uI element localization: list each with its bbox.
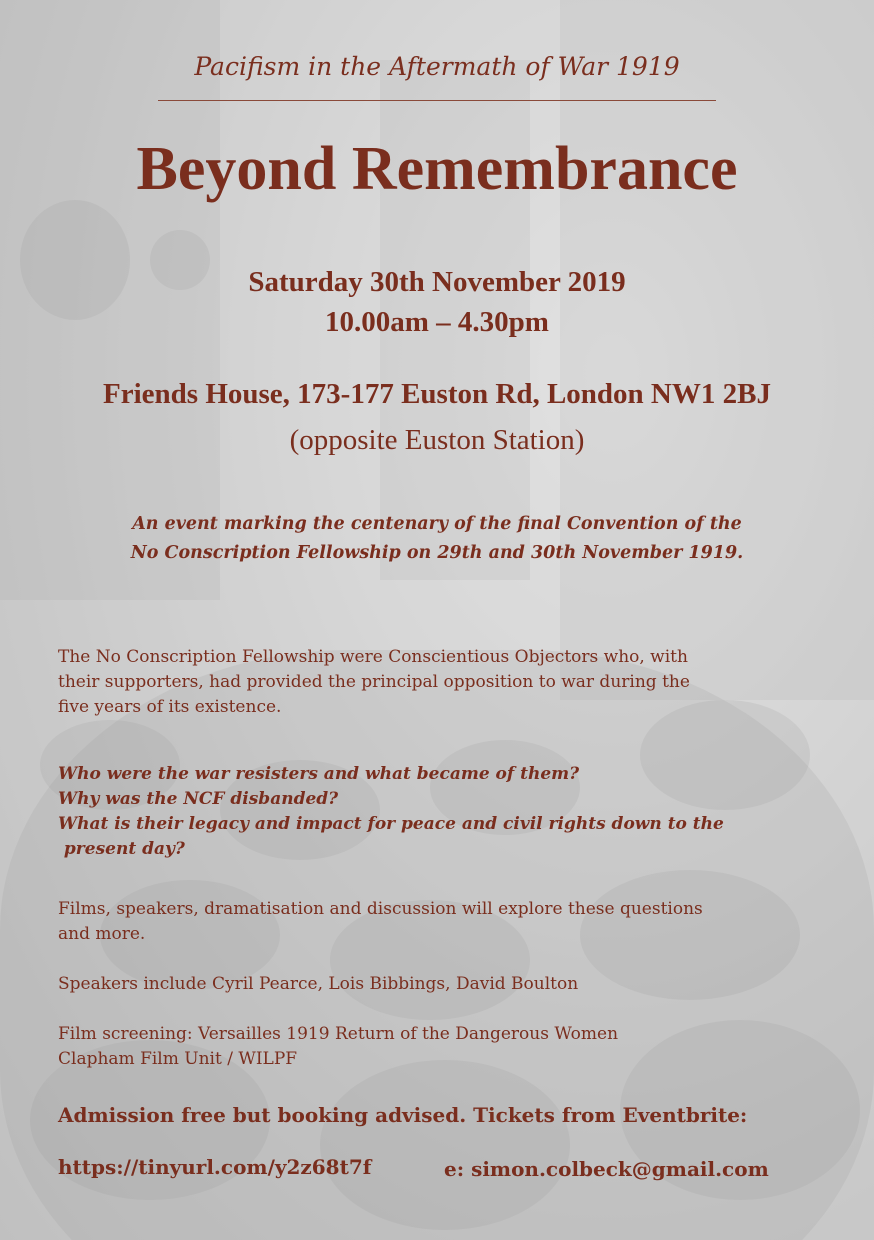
contact-email[interactable]: e: simon.colbeck@gmail.com	[444, 1157, 769, 1181]
speakers: Speakers include Cyril Pearce, Lois Bibbings, David Boulton	[58, 974, 579, 994]
event-datetime	[0, 262, 874, 342]
event-time: 10.00am – 4.30pm	[325, 306, 549, 338]
film-line: Film screening: Versailles 1919 Return of the Dangerous Women	[58, 1024, 619, 1044]
film-screening	[58, 1022, 838, 1072]
supertitle: Pacifism in the Aftermath of War 1919	[194, 52, 680, 81]
film-line: Clapham Film Unit / WILPF	[58, 1049, 298, 1069]
programme-line: Films, speakers, dramatisation and discussion will explore these questions	[58, 899, 703, 919]
intro-paragraph	[58, 645, 838, 720]
question-line: Who were the war resisters and what became of them?	[58, 764, 580, 784]
questions	[58, 762, 838, 862]
venue-note: (opposite Euston Station)	[289, 424, 585, 456]
intro-line: their supporters, had provided the principal opposition to war during the	[58, 672, 690, 692]
event-title: Beyond Remembrance	[136, 135, 738, 203]
admission-note: Admission free but booking advised. Tickets from Eventbrite:	[58, 1103, 748, 1127]
question-line: present day?	[58, 839, 185, 859]
divider	[158, 100, 716, 101]
venue: Friends House, 173-177 Euston Rd, London NW1 2BJ	[103, 378, 771, 410]
programme-line: and more.	[58, 924, 146, 944]
programme-paragraph	[58, 897, 838, 947]
event-description-line: No Conscription Fellowship on 29th and 30th November 1919.	[130, 543, 744, 563]
question-line: What is their legacy and impact for peace and civil rights down to the	[58, 814, 724, 834]
event-date: Saturday 30th November 2019	[248, 266, 626, 298]
event-description-line: An event marking the centenary of the final Convention of the	[132, 514, 742, 534]
question-line: Why was the NCF disbanded?	[58, 789, 339, 809]
booking-link[interactable]: https://tinyurl.com/y2z68t7f	[58, 1155, 372, 1179]
event-description	[0, 510, 874, 568]
intro-line: The No Conscription Fellowship were Conscientious Objectors who, with	[58, 647, 688, 667]
intro-line: five years of its existence.	[58, 697, 282, 717]
